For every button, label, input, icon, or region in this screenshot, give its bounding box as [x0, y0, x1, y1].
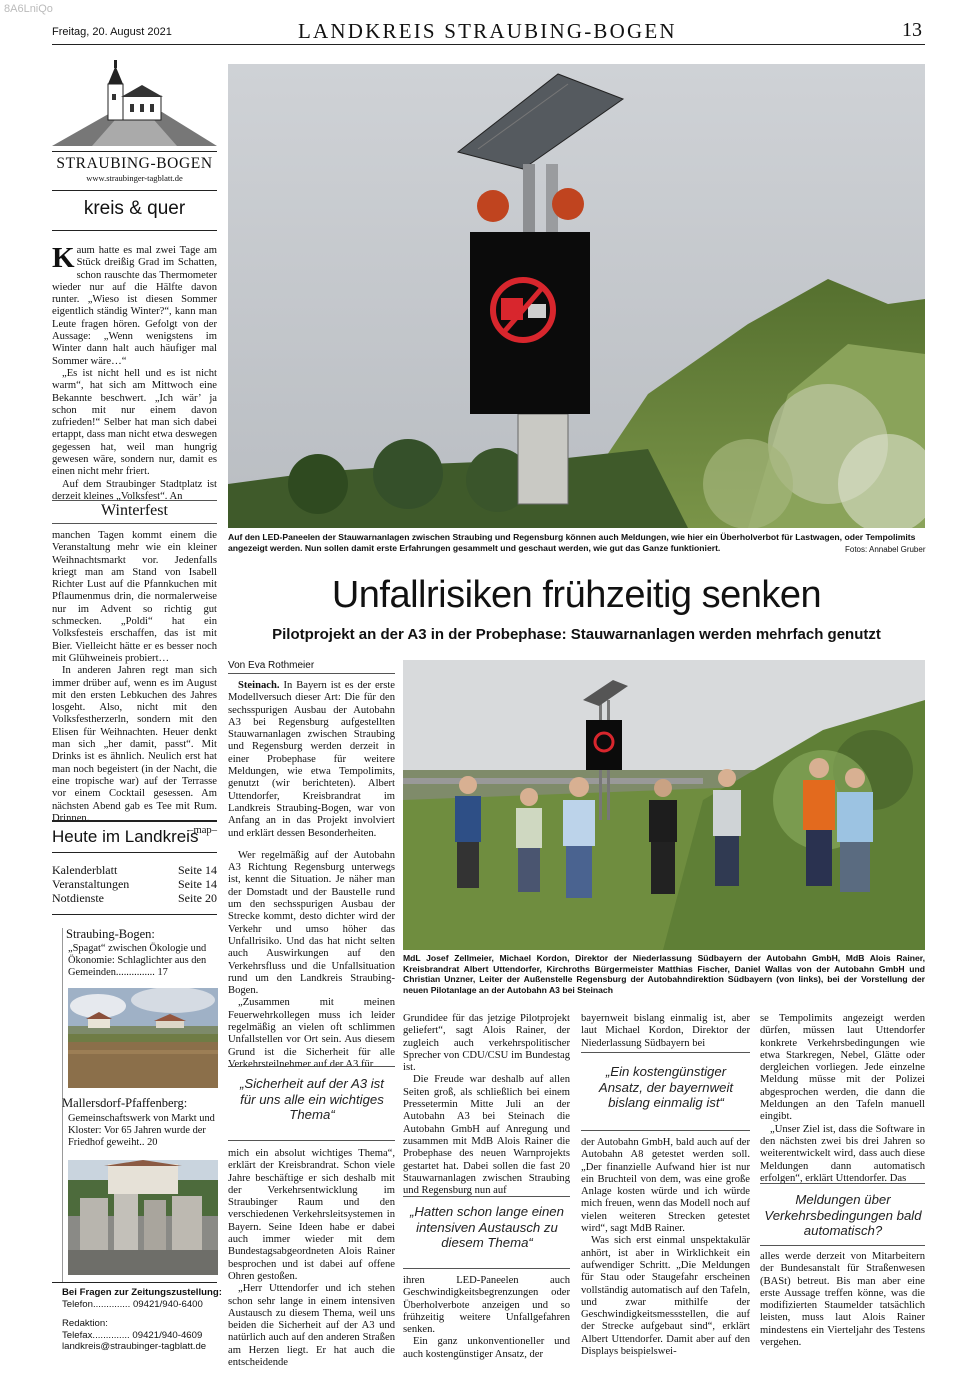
article-column-2b: ihren LED-Paneelen auch Geschwindigkeitsbegrenzungen oder Überholverbote anzeigen und so frühzeitig weitere Unfallgefahren senken. Ein ganz unkonventioneller und auch kostengünstiger Ansatz, der: [403, 1275, 570, 1360]
kreisquer-paragraph: „Es ist nicht hell und es ist nicht warm“, hat sich am Mittwoch eine Bekannte beschwert. „Ich wär’ ja schon mit nur einem davon zufrieden!“ Selber hat man sich dabei ertappt, dass man nicht etwa deswegen gegessen hat, weil man hungrig gewesen wäre, sondern nur, damit es einen nicht mehr friert.: [52, 367, 217, 478]
contact-redaktion: Redaktion:: [62, 1318, 108, 1330]
heute-table: [52, 863, 217, 906]
article-column-2: Grundidee für das jetzige Pilotprojekt geliefert“, sagt Alois Rainer, der zugleich auch verkehrspolitischer Sprecher von CDU/CSU im Bundestag ist. Die Freude war deshalb auf allen Seiten groß, als schließlich bei einem Pressetermin Mitte Juli an der Autobahn A3 bei Steinach die Autobahn GmbH auf Anregung und zusammen mit MdB Alois Rainer die Probephase des neuen Warnprojekts gestartet hat. Dabei sollen die fast 20 Stauwarnanlagen zwischen Straubing und Regensburg nun auf: [403, 1013, 570, 1197]
logo-name: STRAUBING-BOGEN: [56, 155, 213, 172]
article-column-1: Steinach. In Bayern ist es der erste Modellversuch dieser Art: Die für den sechsspurigen Ausbau der Autobahn A3 bei Regensburg aufgestellten Stauwarnanlagen zwischen Straubing und Regensburg werden derzeit in einer Probephase für weitere Meldungen, wie etwa Tempolimits, genutzt (wir berichteten). Albert Uttendorfer, Kreisbrandrat im Landkreis Straubing-Bogen, war von Anfang an in das Projekt involviert und erklärt dessen Besonderheiten. Wer regelmäßig auf der Autobahn A3 Richtung Regensburg unterwegs ist, kennt die Situation. Je näher man der Domstadt und der Baustelle rund um den sechsspurigen Ausbau der Strecke kommt, desto dichter wird der Verkehr und umso höher das Unfallrisiko. Und das hat nicht selten auch Auswirkungen auf den Verkehrsfluss und die Unfallsituation rund um den Landkreis Straubing-Bogen. „Zusammen mit meinen Feuerwehrkollegen muss ich leider regelmäßig an vielen oft schlimmen Unfallstellen vor Ort sein. Aus diesem Grund ist die Sicherheit für alle Verkehrsteilnehmer auf der A3 für: [228, 680, 395, 1070]
heute-rule-3: [52, 914, 217, 915]
article-column-4b: alles werde derzeit von Mitarbeitern der Bundesanstalt für Straßenwesen (BASt) betreut. Bis man aber eine erste Aussage treffen könne, was die modifizierten Staumelder tatsächlich leisten, muss laut Alois Rainer mindestens ein Vierteljahr des Testens vergehen.: [760, 1251, 925, 1349]
teaser-head: Straubing-Bogen:: [66, 927, 155, 941]
contact-phone[interactable]: Telefon.............. 09421/940-6400: [62, 1298, 203, 1310]
kreisquer-paragraph: Auf dem Straubinger Stadtplatz ist derzeit kleines „Volksfest“. An: [52, 478, 217, 502]
contact-title: Bei Fragen zur Zeitungszustellung:: [62, 1287, 222, 1298]
quote3-rule-2: [581, 1130, 750, 1131]
pull-quote: „Hatten schon lange einen intensiven Austausch zu diesem Thema“: [410, 1204, 564, 1250]
kreisquer-paragraph: aum hatte es mal zwei Tage am Stück dreißig Grad im Schatten, schon rauschte das Thermometer wieder nur auf die Hälfte davon runter. „Wieso ist diesen Sommer eigentlich ständig Winter?“, kann man Leute fragen hören. Gefolgt von der Aussage: „Wenn wenigstens im Winter dann halt auch häufiger mal Sommer wäre…“: [52, 245, 217, 367]
kreisquer-column-2: [52, 530, 217, 837]
logo-url: www.straubinger-tagblatt.de: [86, 173, 183, 183]
quote1-rule: [228, 1066, 395, 1067]
issue-date: Freitag, 20. August 2021: [52, 26, 172, 38]
pull-quote: „Sicherheit auf der A3 ist für uns alle ein wichtiges Thema“: [240, 1076, 384, 1122]
article-column-1b: mich ein absolut wichtiges Thema“, erklärt der Kreisbrandrat. Schon viele Jahre beschäftige er sich deshalb mit der Verkehrsentwicklung im Straubinger Raum und den verschiedenen Verkehrsleitsystemen in Bayern. Seine Ideen habe er dabei auch immer wieder mit dem Bundestagsabgeordneten Alois Rainer besprochen und ist dabei auf offene Ohren gestoßen. „Herr Uttendorfer und ich stehen schon sehr lange in einem intensiven Austausch zu diesem Thema, weil uns beiden die Sicherheit auf der A3 und natürlich auch auf den anderen Straßen am Herzen liegt. Er hat auch die entscheidende: [228, 1148, 395, 1369]
subhead4-rule: [760, 1183, 925, 1184]
photo-credit: Fotos: Annabel Gruber: [845, 545, 926, 554]
kreisquer-rule: [52, 190, 217, 191]
header-rule: [52, 44, 925, 45]
quote2-rule-2: [403, 1268, 570, 1269]
kreisquer-author: –map–: [188, 825, 217, 837]
kreisquer-subhead: Winterfest: [101, 502, 168, 519]
contact-fax[interactable]: Telefax.............. 09421/940-4609: [62, 1329, 203, 1341]
subhead-rule-2: [52, 523, 217, 524]
teaser-photo-cemetery[interactable]: [68, 1160, 218, 1275]
kreisquer-paragraph: manchen Tagen kommt einem die Veranstaltung mehr wie ein kleiner Weihnachtsmarkt vor. Jedenfalls kriegt man am Stand von Isabell Richter Lust auf die Pfannkuchen mit Pflaumenmus drin, die normalerweise nur im Advent so richtig gut schmecken. „Poldi“ hat ein Volksfesteis erschaffen, das ist mit Bier. Vielleicht hätte er es besser noch mit Glühweineis probiert…: [52, 530, 217, 664]
teaser-photo-field[interactable]: [68, 988, 218, 1088]
heute-row[interactable]: Notdienste Seite 20: [52, 891, 217, 906]
kreisquer-title: kreis & quer: [83, 198, 186, 219]
contact-email[interactable]: landkreis@straubinger-tagblatt.de: [62, 1341, 207, 1353]
subheadline: Pilotprojekt an der A3 in der Probephase: Stauwarnanlagen werden mehrfach genutzt: [272, 626, 881, 643]
kreisquer-column-1: [52, 242, 217, 503]
church-icon: [52, 60, 217, 146]
watermark: 8A6LniQo: [4, 3, 53, 15]
page-number: 13: [902, 19, 922, 41]
teaser-text[interactable]: „Spagat“ zwischen Ökologie und Ökonomie: Schlaglichter aus den Gemeinden............... 17: [68, 943, 207, 978]
section-title: LANDKREIS STRAUBING-BOGEN: [298, 19, 677, 43]
byline: Von Eva Rothmeier: [228, 660, 315, 671]
kreisquer-rule-2: [52, 230, 217, 231]
logo: [52, 60, 217, 185]
kreisquer-paragraph: In anderen Jahren regt man sich immer drüber auf, wenn es im August mit den ersten Lebkuchen des Jahres losgeht. Also, nicht mit den Volksfestherzerln, sondern mit den Elisen für Weihnachten. Heuer denkt man sich „her damit, passt“. Mit Drinks ist es ähnlich. Neulich erst hat man noch begeistert (in der Nacht, die eine tropische war) auf der Terrasse vor einem Cocktail gesessen. Am nächsten Abend gab es Tee mit Rum. Drinnen.: [52, 665, 217, 824]
heute-row[interactable]: Veranstaltungen Seite 14: [52, 877, 217, 892]
photo1-caption: Auf den LED-Paneelen der Stauwarnanlagen zwischen Straubing und Regensburg können auch Meldungen, wie hier ein Überholverbot für Lastwagen, oder Tempolimits angezeigt werden. Nun sollen damit erste Erfahrungen gesammelt und geschaut werden, wie gut das Ganze funktioniert.: [228, 532, 916, 553]
article-column-3: bayernweit bislang einmalig ist, aber laut Michael Kordon, Direktor der Niederlassung Südbayern bei: [581, 1013, 750, 1049]
photo-stauwarnanlage[interactable]: [228, 64, 925, 528]
byline-rule: [228, 673, 395, 674]
teaser-text[interactable]: Gemeinschaftswerk von Markt und Kloster: Vor 65 Jahren wurde der Friedhof geweiht.. 20: [68, 1113, 215, 1148]
article-subhead: Meldungen über Verkehrsbedingungen bald automatisch?: [764, 1192, 922, 1238]
teaser-head: Mallersdorf-Pfaffenberg:: [62, 1096, 188, 1110]
quote1-rule-2: [228, 1140, 395, 1141]
heute-rule: [52, 820, 217, 822]
pull-quote: „Ein kostengünstiger Ansatz, der bayernweit bislang einmalig ist“: [598, 1064, 734, 1110]
subhead-rule: [52, 500, 217, 501]
heute-row[interactable]: Kalenderblatt Seite 14: [52, 863, 217, 877]
article-column-3b: der Autobahn GmbH, bald auch auf der Autobahn A8 getestet werden soll. „Der finanzielle Aufwand hier ist nur ein Bruchteil von dem, was eine große Anlage kosten würde und ich würde mich freuen, wenn das Modell noch auf vielen weiteren Strecken getestet wird“, sagt MdB Rainer. Was sich erst einmal unspektakulär anhört, ist aber in Wirklichkeit ein aufwendiger Schritt. „Die Meldungen für Stau oder Staugefahr erscheinen vollständig automatisch auf den Tafeln, und zwar mithilfe der Geschwindigkeitsmessstellen, die auf der Strecke aufgebaut sind“, erklärt Albert Uttendorfer. Damit aber auf den Displays beispielswei-: [581, 1137, 750, 1358]
subhead4-rule-2: [760, 1245, 925, 1246]
quote2-rule: [403, 1196, 570, 1197]
contact-box: [62, 1287, 222, 1353]
photo-group[interactable]: [403, 660, 925, 950]
contact-rule: [52, 1282, 217, 1283]
headline: Unfallrisiken frühzeitig senken: [331, 574, 822, 616]
heute-rule-2: [52, 852, 217, 853]
photo2-caption: MdL Josef Zellmeier, Michael Kordon, Direktor der Niederlassung Südbayern der Autobahn GmbH, MdB Alois Rainer, Kreisbrandrat Albert Uttendorfer, Kirchroths Bürgermeister Matthias Fischer, Daniel Wallas von der Autobahn GmbH und Christian Unzner, Leiter der Außenstelle Regensburg der Autobahndirektion Südbayern (von links), bei der Vorstellung der neuen Pilotanlage an der Autobahn A3 bei Steinach: [403, 953, 925, 995]
article-column-4: se Tempolimits angezeigt werden dürfen, müssen laut Uttendorfer konkrete Verkehrsbedingungen wie etwa Starkregen, Nebel, Glätte oder dergleichen vorliegen. Jede einzelne Meldung müsse mit der Polizei abgesprochen werden, die dann die Meldungen an den Tafeln manuell eingibt. „Unser Ziel ist, dass die Software in den nächsten zwei bis drei Jahren so weiterentwickelt wird, dass auch diese Meldungen dann automatisch erfolgen“, erklärt Uttendorfer. Das: [760, 1013, 925, 1184]
quote3-rule: [581, 1052, 750, 1053]
heute-title: Heute im Landkreis: [52, 827, 199, 846]
dropcap: K: [52, 242, 75, 274]
